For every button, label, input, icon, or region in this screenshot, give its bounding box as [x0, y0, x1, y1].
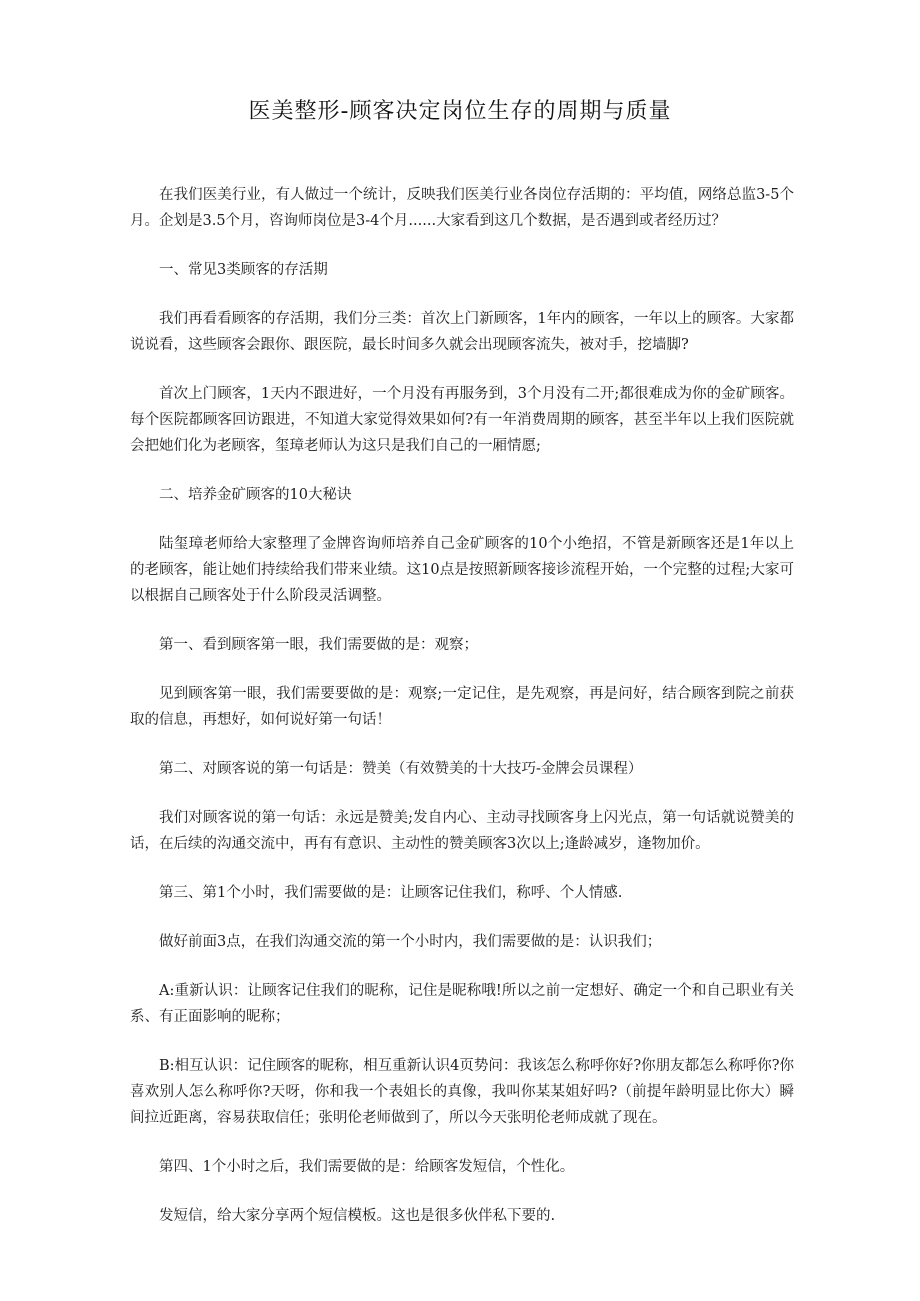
step-3-point-b: B:相互认识：记住顾客的昵称，相互重新认识4页势问：我该怎么称呼你好?你朋友都怎么称呼你?你喜欢别人怎么称呼你?天呀，你和我一个表姐长的真像，我叫你某某姐好吗?（前提年龄明显比你大）瞬间拉近距离，容易获取信任；张明伦老师做到了，所以今天张明伦老师成就了现在。: [130, 1058, 794, 1126]
step-3-point-a: A:重新认识：让顾客记住我们的昵称，记住是昵称哦!所以之前一定想好、确定一个和自己职业有关系、有正面影响的昵称；: [130, 983, 794, 1025]
step-1-body: 见到顾客第一眼，我们需要要做的是：观察;一定记住，是先观察，再是问好，结合顾客到院之前获取的信息，再想好，如何说好第一句话！: [130, 686, 794, 728]
step-2-body: 我们对顾客说的第一句话：永远是赞美;发自内心、主动寻找顾客身上闪光点，第一句话就说赞美的话，在后续的沟通交流中，再有有意识、主动性的赞美顾客3次以上;逢龄减岁，逢物加价。: [130, 810, 794, 852]
step-3-heading: 第三、第1个小时，我们需要做的是：让顾客记住我们，称呼、个人情感.: [159, 885, 623, 901]
step-2-heading: 第二、对顾客说的第一句话是：赞美（有效赞美的十大技巧-金牌会员课程）: [159, 761, 643, 777]
step-3-intro: 做好前面3点，在我们沟通交流的第一个小时内，我们需要做的是：认识我们；: [159, 934, 662, 950]
paragraph-customer-lifespan: 我们再看看顾客的存活期，我们分三类：首次上门新顾客，1年内的顾客，一年以上的顾客。大家都说说看，这些顾客会跟你、跟医院，最长时间多久就会出现顾客流失，被对手，挖墙脚?: [130, 311, 794, 353]
section-heading-1: 一、常见3类顾客的存活期: [159, 262, 328, 278]
step-4-body: 发短信，给大家分享两个短信模板。这也是很多伙伴私下要的.: [159, 1208, 556, 1224]
paragraph-first-visit: 首次上门顾客，1天内不跟进好，一个月没有再服务到，3个月没有二开;都很难成为你的金矿顾客。每个医院都顾客回访跟进，不知道大家觉得效果如何?有一年消费周期的顾客，甚至半年以上我们医院就会把她们化为老顾客，玺璋老师认为这只是我们自己的一厢情愿;: [130, 386, 794, 454]
document-body: [130, 182, 794, 1252]
paragraph-intro: 在我们医美行业，有人做过一个统计，反映我们医美行业各岗位存活期的：平均值，网络总监3-5个月。企划是3.5个月，咨询师岗位是3-4个月......大家看到这几个数据，是否遇到或者经历过？: [130, 187, 794, 229]
step-4-heading: 第四、1个小时之后，我们需要做的是：给顾客发短信，个性化。: [159, 1159, 575, 1175]
step-1-heading: 第一、看到顾客第一眼，我们需要做的是：观察；: [159, 637, 478, 653]
document-title: 医美整形-顾客决定岗位生存的周期与质量: [248, 99, 672, 124]
section-heading-2: 二、培养金矿顾客的10大秘诀: [159, 487, 352, 503]
paragraph-ten-tips: 陆玺璋老师给大家整理了金牌咨询师培养自己金矿顾客的10个小绝招，不管是新顾客还是1年以上的老顾客，能让她们持续给我们带来业绩。这10点是按照新顾客接诊流程开始，一个完整的过程;大家可以根据自己顾客处于什么阶段灵活调整。: [130, 536, 794, 604]
